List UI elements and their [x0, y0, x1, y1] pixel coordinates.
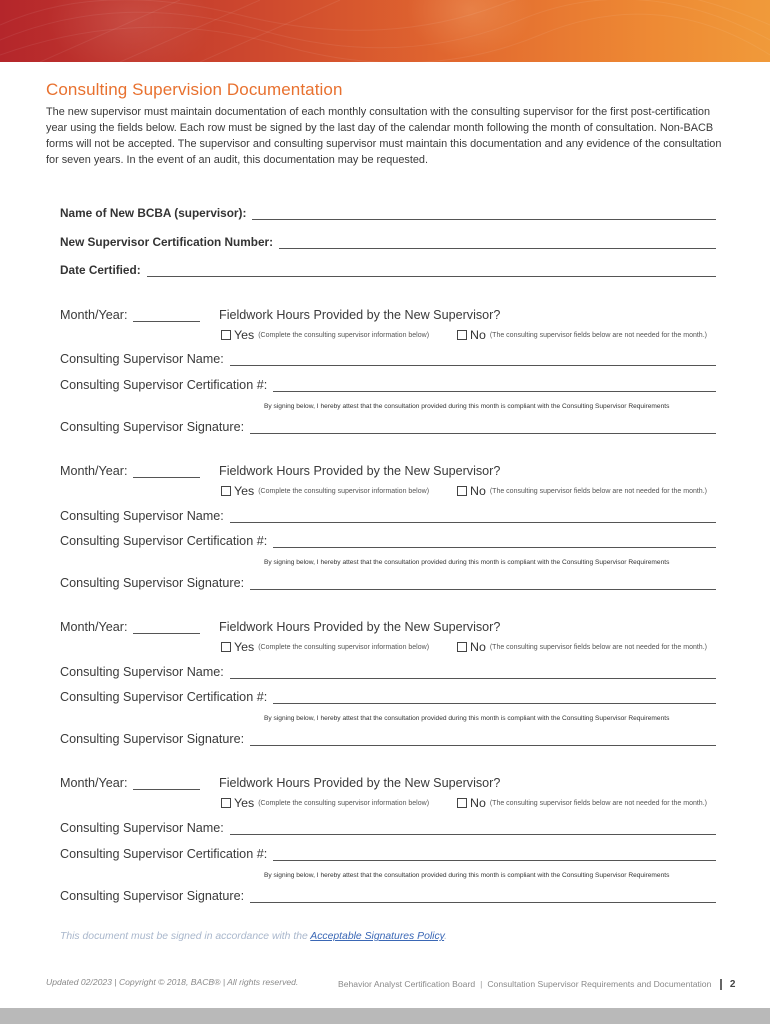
attestation-text: By signing below, I hereby attest that the consultation provided during this month is compliant with the Consulting Supervisor Requirements — [264, 559, 670, 566]
no-label: No — [470, 328, 486, 342]
cs-cert-label: Consulting Supervisor Certification #: — [60, 847, 268, 861]
month-year-label: Month/Year: — [60, 308, 128, 322]
month-year-field[interactable] — [60, 776, 200, 790]
cs-signature-field[interactable] — [60, 732, 716, 746]
footer-copyright: Updated 02/2023 | Copyright © 2018, BACB® | All rights reserved. — [46, 977, 299, 987]
month-year-label: Month/Year: — [60, 776, 128, 790]
no-note: (The consulting supervisor fields below are not needed for the month.) — [489, 331, 707, 339]
cs-name-line[interactable] — [230, 355, 716, 366]
yes-note: (Complete the consulting supervisor information below) — [258, 487, 430, 495]
fieldwork-question: Fieldwork Hours Provided by the New Supervisor? — [219, 620, 501, 634]
yes-option[interactable] — [221, 796, 429, 810]
no-option[interactable] — [457, 796, 707, 810]
note-suffix: . — [444, 931, 447, 942]
yes-option[interactable] — [221, 328, 429, 342]
month-year-line[interactable] — [133, 623, 200, 634]
new-bcba-name-line[interactable] — [252, 209, 716, 220]
cs-name-label: Consulting Supervisor Name: — [60, 821, 224, 835]
cs-name-line[interactable] — [230, 512, 716, 523]
cs-cert-line[interactable] — [273, 693, 716, 704]
cs-cert-label: Consulting Supervisor Certification #: — [60, 534, 268, 548]
yes-option[interactable] — [221, 484, 429, 498]
cs-signature-label: Consulting Supervisor Signature: — [60, 576, 245, 590]
cs-signature-field[interactable] — [60, 420, 716, 434]
yes-label: Yes — [234, 640, 255, 654]
cs-signature-line[interactable] — [250, 892, 716, 903]
footer-divider: | — [480, 979, 483, 989]
cs-cert-line[interactable] — [273, 381, 716, 392]
note-prefix: This document must be signed in accordance with the — [60, 931, 311, 942]
no-option[interactable] — [457, 484, 707, 498]
month-year-field[interactable] — [60, 464, 200, 478]
month-year-line[interactable] — [133, 311, 200, 322]
month-year-line[interactable] — [133, 467, 200, 478]
cs-signature-label: Consulting Supervisor Signature: — [60, 889, 245, 903]
cs-signature-field[interactable] — [60, 576, 716, 590]
cs-name-label: Consulting Supervisor Name: — [60, 665, 224, 679]
cs-cert-field[interactable] — [60, 847, 716, 861]
footer-doc-title: Consultation Supervisor Requirements and Documentation — [487, 979, 712, 989]
date-certified-line[interactable] — [147, 266, 716, 277]
cs-name-field[interactable] — [60, 352, 716, 366]
yes-checkbox[interactable] — [221, 330, 231, 340]
cs-name-field[interactable] — [60, 509, 716, 523]
no-checkbox[interactable] — [457, 798, 467, 808]
cs-signature-line[interactable] — [250, 735, 716, 746]
cs-name-line[interactable] — [230, 824, 716, 835]
cs-signature-line[interactable] — [250, 423, 716, 434]
no-note: (The consulting supervisor fields below are not needed for the month.) — [489, 643, 707, 651]
cs-cert-line[interactable] — [273, 537, 716, 548]
yes-label: Yes — [234, 328, 255, 342]
cs-signature-line[interactable] — [250, 579, 716, 590]
month-year-label: Month/Year: — [60, 464, 128, 478]
month-year-field[interactable] — [60, 308, 200, 322]
banner-pattern — [0, 0, 770, 62]
cs-cert-label: Consulting Supervisor Certification #: — [60, 690, 268, 704]
cs-cert-field[interactable] — [60, 534, 716, 548]
footer-page-separator — [720, 979, 722, 990]
yes-checkbox[interactable] — [221, 642, 231, 652]
cs-cert-field[interactable] — [60, 378, 716, 392]
month-year-field[interactable] — [60, 620, 200, 634]
attestation-text: By signing below, I hereby attest that the consultation provided during this month is compliant with the Consulting Supervisor Requirements — [264, 715, 670, 722]
month-year-label: Month/Year: — [60, 620, 128, 634]
cs-signature-field[interactable] — [60, 889, 716, 903]
fieldwork-question: Fieldwork Hours Provided by the New Supervisor? — [219, 308, 501, 322]
yes-label: Yes — [234, 484, 255, 498]
fieldwork-question: Fieldwork Hours Provided by the New Supervisor? — [219, 776, 501, 790]
no-label: No — [470, 796, 486, 810]
date-certified-field[interactable] — [60, 263, 716, 277]
yes-note: (Complete the consulting supervisor information below) — [258, 643, 430, 651]
cs-signature-label: Consulting Supervisor Signature: — [60, 420, 245, 434]
no-note: (The consulting supervisor fields below are not needed for the month.) — [489, 799, 707, 807]
yes-note: (Complete the consulting supervisor information below) — [258, 799, 430, 807]
new-bcba-name-label: Name of New BCBA (supervisor): — [60, 206, 247, 220]
new-bcba-name-field[interactable] — [60, 206, 716, 220]
yes-checkbox[interactable] — [221, 798, 231, 808]
new-supervisor-cert-label: New Supervisor Certification Number: — [60, 235, 274, 249]
no-checkbox[interactable] — [457, 330, 467, 340]
cs-cert-line[interactable] — [273, 850, 716, 861]
cs-name-field[interactable] — [60, 821, 716, 835]
page-title: Consulting Supervision Documentation — [46, 80, 343, 99]
footer-org: Behavior Analyst Certification Board — [338, 979, 476, 989]
acceptable-signatures-link[interactable]: Acceptable Signatures Policy — [310, 931, 445, 942]
cs-name-line[interactable] — [230, 668, 716, 679]
cs-name-label: Consulting Supervisor Name: — [60, 509, 224, 523]
no-note: (The consulting supervisor fields below are not needed for the month.) — [489, 487, 707, 495]
cs-name-label: Consulting Supervisor Name: — [60, 352, 224, 366]
yes-label: Yes — [234, 796, 255, 810]
month-year-line[interactable] — [133, 779, 200, 790]
bottom-bar — [0, 1008, 770, 1024]
new-supervisor-cert-field[interactable] — [60, 235, 716, 249]
attestation-text: By signing below, I hereby attest that the consultation provided during this month is compliant with the Consulting Supervisor Requirements — [264, 403, 670, 410]
cs-name-field[interactable] — [60, 665, 716, 679]
cs-cert-field[interactable] — [60, 690, 716, 704]
signature-policy-note — [60, 931, 447, 942]
no-label: No — [470, 640, 486, 654]
fieldwork-question: Fieldwork Hours Provided by the New Supervisor? — [219, 464, 501, 478]
page-number: 2 — [729, 979, 736, 990]
yes-note: (Complete the consulting supervisor information below) — [258, 331, 430, 339]
no-label: No — [470, 484, 486, 498]
no-option[interactable] — [457, 640, 707, 654]
cs-signature-label: Consulting Supervisor Signature: — [60, 732, 245, 746]
new-supervisor-cert-line[interactable] — [279, 238, 716, 249]
yes-option[interactable] — [221, 640, 429, 654]
date-certified-label: Date Certified: — [60, 263, 141, 277]
no-option[interactable] — [457, 328, 707, 342]
intro-paragraph: The new supervisor must maintain documentation of each monthly consultation with the consulting supervisor for the first post-certification year using the fields below. Each row must be signed by the last day of the calendar month following the month of consultation. Non-BACB forms will not be accepted. The supervisor and consulting supervisor must maintain this documentation and any evidence of the consultation for seven years. In the event of an audit, this documentation may be requested. — [46, 106, 722, 166]
attestation-text: By signing below, I hereby attest that the consultation provided during this month is compliant with the Consulting Supervisor Requirements — [264, 872, 670, 879]
no-checkbox[interactable] — [457, 486, 467, 496]
header-banner — [0, 0, 770, 62]
yes-checkbox[interactable] — [221, 486, 231, 496]
cs-cert-label: Consulting Supervisor Certification #: — [60, 378, 268, 392]
footer-doc-info — [338, 979, 735, 990]
no-checkbox[interactable] — [457, 642, 467, 652]
